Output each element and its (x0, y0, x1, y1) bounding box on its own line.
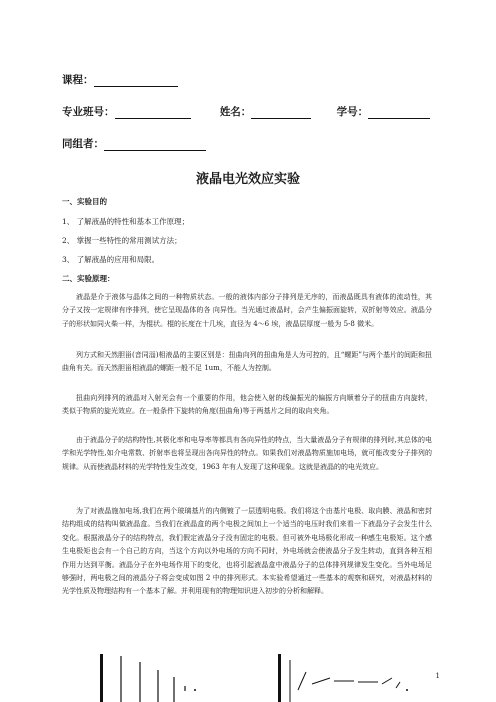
student-id-label: 学号： (336, 106, 369, 118)
purpose-heading: 一、实验目的 (62, 197, 107, 206)
group-blank (104, 139, 206, 151)
lc-cell-diagram-left (96, 640, 206, 702)
lc-cell-diagram-right (274, 640, 424, 702)
document-title: 液晶电光效应实验 (195, 172, 300, 187)
group-field (62, 136, 206, 151)
paragraph: 液晶是介于液体与晶体之间的一种物质状态。一般的液体内部分子排列是无序的，而液晶既具有液体的流动性，其分子又按一定规律有序排列，使它呈现晶体的各 向异性。当光通过液晶时，会产生偏振面旋转，双折射等效应。液晶分子的形状如同火柴一样，为棍状。棍的长度在十几埃，直径为 4～6 埃，液晶层厚度一般为 5-8 微米。 (62, 293, 432, 328)
class-blank (115, 107, 191, 119)
course-blank (94, 75, 178, 87)
class-label: 专业班号： (62, 106, 115, 118)
paragraph: 扭曲向列排列的液晶对入射光会有一个重要的作用，他会使入射的线偏振光的偏振方向顺着分子的扭曲方向旋转，类似于物质的旋光效应。在一般条件下旋转的角度(扭曲角)等于两基片之间的取向夹角。 (62, 394, 432, 416)
purpose-item: 2、 掌握一些特性的常用测试方法； (62, 236, 182, 245)
class-field-row (62, 104, 430, 119)
paragraph: 由于液晶分子的结构特性,其极化率和电导率等都具有各向异性的特点，当大量液晶分子有规律的排列时,其总体的电学和光学特性,如介电常数、折射率也将呈现出各向异性的特点。如果我们对液晶物质施加电场，就可能改变分子排列的规律。从而使液晶材料的光学特性发生改变，1963 年有人发现了这种现象。这就是液晶的的电光效应。 (62, 436, 432, 471)
name-label: 姓名： (219, 106, 252, 118)
purpose-item: 3、 了解液晶的应用和局限。 (62, 255, 160, 264)
course-label: 课程： (62, 74, 94, 86)
course-field (62, 72, 178, 87)
student-id-blank (368, 107, 430, 119)
page-number: 1 (435, 672, 440, 680)
name-blank (251, 107, 311, 119)
principle-heading: 二、实验原理： (62, 274, 115, 283)
paragraph: 列方式和天然胆甾(音同淄)相液晶的主要区别是：扭曲向列的扭曲角是人为可控的，且“螺距”与两个基片的间距和扭曲角有关。而天然胆甾相液晶的螺距一般不足 1um，不能人为控制。 (62, 351, 432, 373)
purpose-item: 1、 了解液晶的特性和基本工作原理； (62, 217, 190, 226)
paragraph: 为了对液晶施加电场,我们在两个玻璃基片的内侧镀了一层透明电极。我们将这个由基片电极、取向膜、液晶和密封结构组成的结构叫做液晶盒。当我们在液晶盒的两个电极之间加上一个适当的电压时我们来看一下液晶分子会发生什么变化。根据液晶分子的结构特点，我们假定液晶分子没有固定的电极。但可被外电场极化形成一种感生电极矩。这个感生电极矩也会有一个自己的方向，当这个方向以外电场的方向不同时，外电场就会使液晶分子发生转动，直到各种互相作用力达到平衡。液晶分子在外电场作用下的变化，也将引起液晶盒中液晶分子的总体排列规律发生变化。当外电场足够强时，两电极之间的液晶分子将会变成如图 2 中的排列形式。本实验希望通过一些基本的观察和研究，对液晶材料的光学性质及物理结构有一个基本了解。并利用现有的物理知识进入初步的分析和解释。 (62, 507, 432, 596)
group-label: 同组者： (62, 138, 104, 150)
